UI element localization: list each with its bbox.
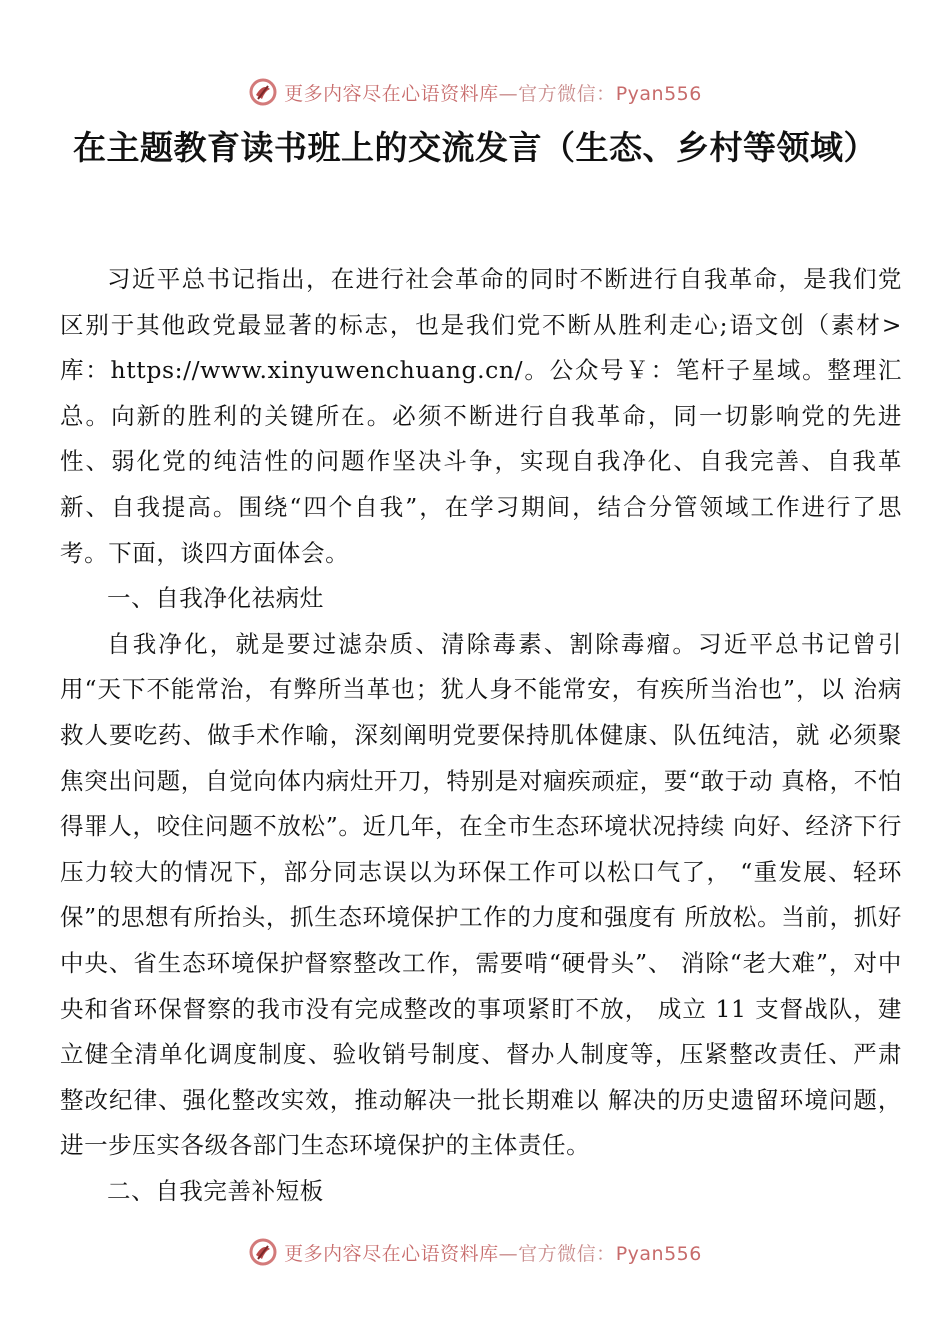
watermark-text [284,79,702,106]
watermark-wechat-id: Pyan556 [615,82,702,105]
watermark-site: 更多内容尽在心语资料库 [284,82,499,105]
document-body [60,257,902,1214]
paragraph-intro: 习近平总书记指出，在进行社会革命的同时不断进行自我革命，是我们党区别于其他政党最显著的标志，也是我们党不断从胜利走心;语文创（素材>库：https://www.xinyuwenchuang.cn/。公众号￥：笔杆子星域。整理汇总。向新的胜利的关键所在。必须不断进行自我革命，同一切影响党的先进性、弱化党的纯洁性的问题作坚决斗争，实现自我净化、自我完善、自我革新、自我提高。围绕“四个自我”，在学习期间，结合分管领域工作进行了思考。下面，谈四方面体会。 [60,265,902,567]
watermark-wechat-label: 官方微信： [518,1242,616,1265]
watermark-text [284,1239,702,1266]
watermark-wechat-label: 官方微信： [518,82,616,105]
section-heading-2: 二、自我完善补短板 [107,1176,324,1205]
section-heading-1: 一、自我净化祛病灶 [107,584,324,613]
paragraph-section-1: 自我净化，就是要过滤杂质、清除毒素、割除毒瘤。习近平总书记曾引 用“天下不能常治，有弊所当革也；犹人身不能常安，有疾所当治也”，以 治病救人要吃药、做手术作喻，深刻阐明党要保持肌体健康、队伍纯洁，就 必须聚焦突出问题，自觉向体内病灶开刀，特别是对痼疾顽症，要“敢于动 真格，不怕得罪人，咬住问题不放松”。近几年，在全市生态环境状况持续 向好、经济下行压力较大的情况下，部分同志误以为环保工作可以松口气了， “重发展、轻环保”的思想有所抬头，抓生态环境保护工作的力度和强度有 所放松。当前，抓好中央、省生态环境保护督察整改工作，需要啃“硬骨头”、 消除“老大难”，对中央和省环保督察的我市没有完成整改的事项紧盯不放， 成立 11 支督战队，建立健全清单化调度制度、验收销号制度、督办人制度等，压紧整改责任、严肃整改纪律、强化整改实效，推动解决一批长期难以 解决的历史遗留环境问题，进一步压实各级各部门生态环境保护的主体责任。 [60,629,902,1160]
watermark-wechat-id: Pyan556 [615,1242,702,1265]
watermark-site: 更多内容尽在心语资料库 [284,1242,499,1265]
document-title: 在主题教育读书班上的交流发言（生态、乡村等领域） [73,128,877,167]
brand-logo-icon [248,77,278,107]
watermark-dash: — [498,1242,519,1265]
brand-logo-icon [248,1237,278,1267]
watermark-banner-bottom [0,1232,950,1272]
watermark-banner-top [0,72,950,112]
watermark-dash: — [498,82,519,105]
